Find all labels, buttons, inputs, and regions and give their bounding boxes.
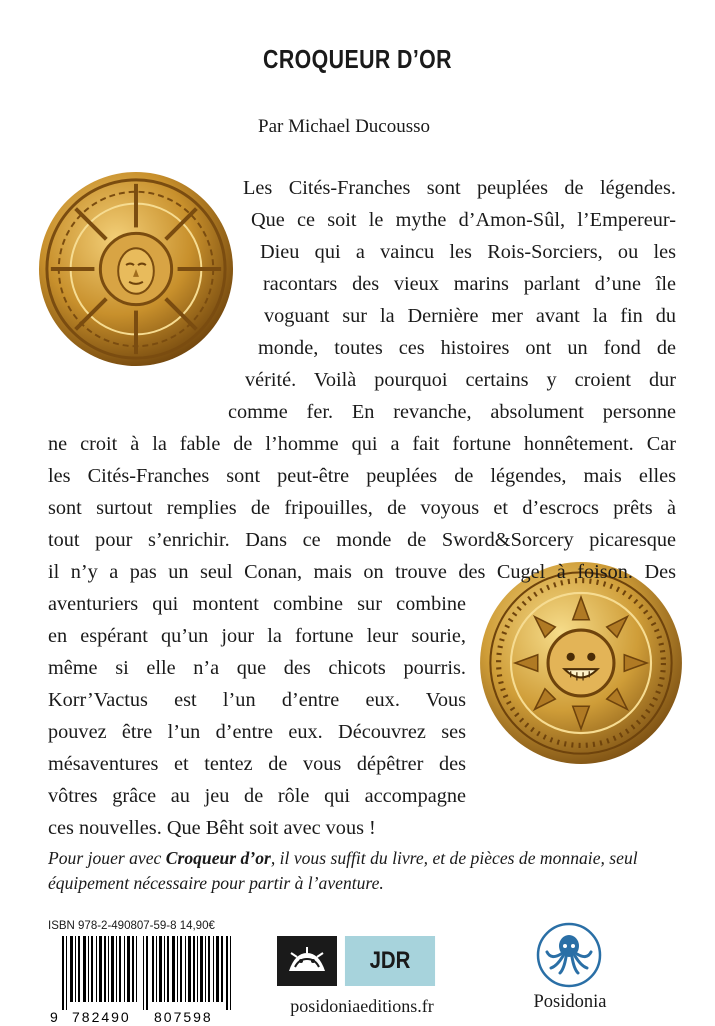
body-line: vôtres grâce au jeu de rôle qui accompagne — [48, 785, 466, 807]
book-title: CROQUEUR D’OR — [263, 44, 452, 74]
isbn-price: ISBN 978-2-490807-59-8 14,90€ — [48, 920, 215, 932]
body-line: vérité. Voilà pourquoi certains y croient dur — [245, 369, 676, 391]
body-line: pouvez être l’un d’entre eux. Découvrez ses — [48, 721, 466, 743]
jdr-label: JDR — [345, 936, 435, 986]
body-line: en espérant qu’un jour la fortune leur sourie, — [48, 625, 466, 647]
barcode — [48, 934, 246, 1026]
body-line: ne croit à la fable de l’homme qui a fait fortune honnêtement. Car — [48, 433, 676, 455]
body-line: sont surtout remplies de fripouilles, de voyous et d’escrocs prêts à — [48, 497, 676, 519]
body-line: voguant sur la Dernière mer avant la fin du — [264, 305, 676, 327]
body-line: monde, toutes ces histoires ont un fond de — [258, 337, 676, 359]
jdr-badge — [277, 936, 443, 986]
barcode-digits-right: 807598 — [154, 1009, 213, 1025]
grin-coin-image — [478, 560, 684, 766]
body-line: aventuriers qui montent combine sur combine — [48, 593, 466, 615]
body-line: racontars des vieux marins parlant d’une île — [263, 273, 676, 295]
note-text: Pour jouer avec — [48, 848, 166, 868]
body-line: tout pour s’enrichir. Dans ce monde de Sword&Sorcery picaresque — [48, 529, 676, 551]
note-text: , il vous suffit du livre, et de pièces de monnaie, seul équipement nécessaire pour partir à l’aventure. — [48, 848, 638, 893]
body-line: Dieu qui a vaincu les Rois-Sorciers, ou les — [260, 241, 676, 263]
body-line: même si elle n’a que des chicots pourris. — [48, 657, 466, 679]
body-line: Korr’Vactus est l’un d’entre eux. Vous — [48, 689, 466, 711]
body-line: Que ce soit le mythe d’Amon-Sûl, l’Empereur- — [251, 209, 676, 231]
dragon-icon — [277, 936, 337, 986]
publisher-name: Posidonia — [533, 992, 607, 1012]
body-line: ces nouvelles. Que Bêht soit avec vous ! — [48, 817, 376, 839]
gameplay-note — [48, 846, 676, 896]
website: posidoniaeditions.fr — [290, 996, 434, 1016]
sun-coin-image — [37, 170, 235, 368]
body-line: comme fer. En revanche, absolument personne — [228, 401, 676, 423]
note-book-title: Croqueur d’or — [165, 848, 271, 868]
barcode-digit-lead: 9 — [50, 1009, 58, 1025]
body-line: Les Cités-Franches sont peuplées de légendes. — [243, 177, 676, 199]
body-line: mésaventures et tentez de vous dépêtrer des — [48, 753, 466, 775]
author-line: Par Michael Ducousso — [258, 116, 431, 137]
body-line: les Cités-Franches sont peut-être peuplées de légendes, mais elles — [48, 465, 676, 487]
body-line: il n’y a pas un seul Conan, mais on trouve des Cugel à foison. Des — [48, 561, 676, 583]
barcode-digits-left: 782490 — [72, 1009, 131, 1025]
octopus-logo-icon — [536, 922, 602, 988]
